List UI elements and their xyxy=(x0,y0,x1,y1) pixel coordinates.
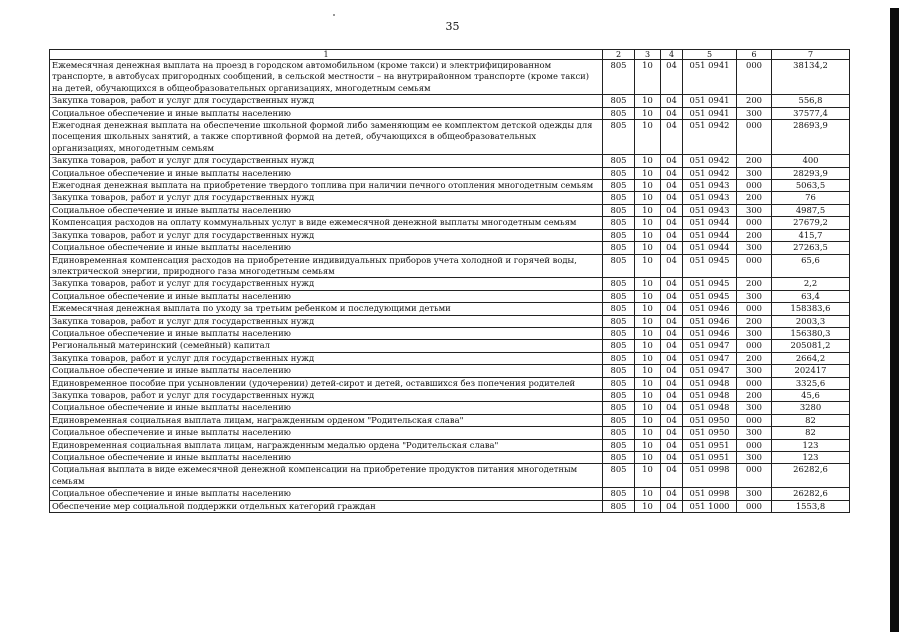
amount-cell: 205081,2 xyxy=(772,340,850,352)
section-cell: 10 xyxy=(635,414,661,426)
subsection-cell: 04 xyxy=(661,315,683,327)
section-cell: 10 xyxy=(635,167,661,179)
expense-type-cell: 300 xyxy=(737,242,772,254)
target-code-cell: 051 0944 xyxy=(683,217,737,229)
admin-code-cell: 805 xyxy=(603,60,635,95)
section-cell: 10 xyxy=(635,439,661,451)
item-name-cell: Закупка товаров, работ и услуг для государственных нужд xyxy=(50,192,603,204)
target-code-cell: 051 0941 xyxy=(683,60,737,95)
target-code-cell: 051 0951 xyxy=(683,439,737,451)
section-cell: 10 xyxy=(635,340,661,352)
table-row xyxy=(50,464,850,488)
section-cell: 10 xyxy=(635,427,661,439)
amount-cell: 27263,5 xyxy=(772,242,850,254)
subsection-cell: 04 xyxy=(661,278,683,290)
subsection-cell: 04 xyxy=(661,180,683,192)
expense-type-cell: 000 xyxy=(737,60,772,95)
target-code-cell: 051 0941 xyxy=(683,107,737,119)
section-cell: 10 xyxy=(635,192,661,204)
section-cell: 10 xyxy=(635,95,661,107)
expense-type-cell: 000 xyxy=(737,120,772,155)
table-row xyxy=(50,327,850,339)
amount-cell: 26282,6 xyxy=(772,488,850,500)
amount-cell: 28293,9 xyxy=(772,167,850,179)
admin-code-cell: 805 xyxy=(603,464,635,488)
amount-cell: 2003,3 xyxy=(772,315,850,327)
item-name-cell: Закупка товаров, работ и услуг для государственных нужд xyxy=(50,389,603,401)
amount-cell: 76 xyxy=(772,192,850,204)
target-code-cell: 051 0998 xyxy=(683,464,737,488)
target-code-cell: 051 0945 xyxy=(683,254,737,278)
item-name-cell: Социальное обеспечение и иные выплаты населению xyxy=(50,290,603,302)
amount-cell: 415,7 xyxy=(772,229,850,241)
item-name-cell: Компенсация расходов на оплату коммунальных услуг в виде ежемесячной денежной выплаты многодетным семьям xyxy=(50,217,603,229)
table-row xyxy=(50,107,850,119)
table-row xyxy=(50,229,850,241)
subsection-cell: 04 xyxy=(661,242,683,254)
item-name-cell: Ежегодная денежная выплата на приобретение твердого топлива при наличии печного отопления многодетным семьям xyxy=(50,180,603,192)
amount-cell: 26282,6 xyxy=(772,464,850,488)
target-code-cell: 051 0944 xyxy=(683,229,737,241)
table-header-row xyxy=(50,50,850,60)
amount-cell: 82 xyxy=(772,427,850,439)
expense-type-cell: 300 xyxy=(737,488,772,500)
expense-type-cell: 000 xyxy=(737,303,772,315)
table-row xyxy=(50,340,850,352)
target-code-cell: 051 0944 xyxy=(683,242,737,254)
subsection-cell: 04 xyxy=(661,290,683,302)
expense-type-cell: 200 xyxy=(737,315,772,327)
amount-cell: 556,8 xyxy=(772,95,850,107)
expense-type-cell: 000 xyxy=(737,217,772,229)
section-cell: 10 xyxy=(635,452,661,464)
subsection-cell: 04 xyxy=(661,402,683,414)
target-code-cell: 051 0942 xyxy=(683,167,737,179)
admin-code-cell: 805 xyxy=(603,340,635,352)
subsection-cell: 04 xyxy=(661,377,683,389)
amount-cell: 3280 xyxy=(772,402,850,414)
header-cell: 2 xyxy=(603,50,635,60)
admin-code-cell: 805 xyxy=(603,107,635,119)
table-row xyxy=(50,377,850,389)
table-row xyxy=(50,303,850,315)
expense-type-cell: 300 xyxy=(737,204,772,216)
table-row xyxy=(50,452,850,464)
admin-code-cell: 805 xyxy=(603,315,635,327)
subsection-cell: 04 xyxy=(661,464,683,488)
target-code-cell: 051 0950 xyxy=(683,427,737,439)
admin-code-cell: 805 xyxy=(603,327,635,339)
expense-type-cell: 300 xyxy=(737,427,772,439)
section-cell: 10 xyxy=(635,217,661,229)
subsection-cell: 04 xyxy=(661,107,683,119)
subsection-cell: 04 xyxy=(661,327,683,339)
amount-cell: 38134,2 xyxy=(772,60,850,95)
subsection-cell: 04 xyxy=(661,340,683,352)
admin-code-cell: 805 xyxy=(603,242,635,254)
item-name-cell: Ежегодная денежная выплата на обеспечение школьной формой либо заменяющим ее комплектом детской одежды для посещения школьных занятий, а также спортивной формой на детей, обучающихся в общеобразовательных организациях, многодетным семьям xyxy=(50,120,603,155)
expense-type-cell: 200 xyxy=(737,192,772,204)
item-name-cell: Социальное обеспечение и иные выплаты населению xyxy=(50,204,603,216)
table-row xyxy=(50,217,850,229)
subsection-cell: 04 xyxy=(661,500,683,512)
item-name-cell: Социальное обеспечение и иные выплаты населению xyxy=(50,427,603,439)
admin-code-cell: 805 xyxy=(603,254,635,278)
target-code-cell: 051 0942 xyxy=(683,155,737,167)
amount-cell: 202417 xyxy=(772,365,850,377)
item-name-cell: Закупка товаров, работ и услуг для государственных нужд xyxy=(50,278,603,290)
expense-type-cell: 300 xyxy=(737,402,772,414)
subsection-cell: 04 xyxy=(661,365,683,377)
target-code-cell: 051 0998 xyxy=(683,488,737,500)
item-name-cell: Закупка товаров, работ и услуг для государственных нужд xyxy=(50,95,603,107)
target-code-cell: 051 0946 xyxy=(683,327,737,339)
target-code-cell: 051 0941 xyxy=(683,95,737,107)
expense-type-cell: 300 xyxy=(737,107,772,119)
admin-code-cell: 805 xyxy=(603,377,635,389)
amount-cell: 158383,6 xyxy=(772,303,850,315)
admin-code-cell: 805 xyxy=(603,192,635,204)
target-code-cell: 051 0951 xyxy=(683,452,737,464)
admin-code-cell: 805 xyxy=(603,95,635,107)
amount-cell: 82 xyxy=(772,414,850,426)
target-code-cell: 051 0943 xyxy=(683,192,737,204)
section-cell: 10 xyxy=(635,365,661,377)
admin-code-cell: 805 xyxy=(603,389,635,401)
header-cell: 3 xyxy=(635,50,661,60)
expense-type-cell: 200 xyxy=(737,229,772,241)
expense-type-cell: 200 xyxy=(737,278,772,290)
subsection-cell: 04 xyxy=(661,427,683,439)
item-name-cell: Социальное обеспечение и иные выплаты населению xyxy=(50,167,603,179)
expense-type-cell: 300 xyxy=(737,167,772,179)
page-number: 35 xyxy=(445,20,460,33)
table-row xyxy=(50,352,850,364)
subsection-cell: 04 xyxy=(661,95,683,107)
admin-code-cell: 805 xyxy=(603,414,635,426)
amount-cell: 27679,2 xyxy=(772,217,850,229)
subsection-cell: 04 xyxy=(661,204,683,216)
header-cell: 5 xyxy=(683,50,737,60)
table-row xyxy=(50,439,850,451)
table-row xyxy=(50,500,850,512)
section-cell: 10 xyxy=(635,155,661,167)
header-cell: 1 xyxy=(50,50,603,60)
admin-code-cell: 805 xyxy=(603,278,635,290)
target-code-cell: 051 0947 xyxy=(683,352,737,364)
expense-type-cell: 000 xyxy=(737,464,772,488)
amount-cell: 45,6 xyxy=(772,389,850,401)
expense-type-cell: 300 xyxy=(737,290,772,302)
table-row xyxy=(50,60,850,95)
section-cell: 10 xyxy=(635,204,661,216)
target-code-cell: 051 0947 xyxy=(683,365,737,377)
section-cell: 10 xyxy=(635,278,661,290)
subsection-cell: 04 xyxy=(661,60,683,95)
table-row xyxy=(50,204,850,216)
target-code-cell: 051 0950 xyxy=(683,414,737,426)
admin-code-cell: 805 xyxy=(603,155,635,167)
admin-code-cell: 805 xyxy=(603,365,635,377)
amount-cell: 2664,2 xyxy=(772,352,850,364)
item-name-cell: Единовременная социальная выплата лицам, награжденным орденом "Родительская слава" xyxy=(50,414,603,426)
subsection-cell: 04 xyxy=(661,217,683,229)
expense-type-cell: 200 xyxy=(737,389,772,401)
section-cell: 10 xyxy=(635,464,661,488)
subsection-cell: 04 xyxy=(661,155,683,167)
expense-type-cell: 000 xyxy=(737,377,772,389)
budget-table xyxy=(49,49,850,513)
table-row xyxy=(50,254,850,278)
admin-code-cell: 805 xyxy=(603,439,635,451)
expense-type-cell: 000 xyxy=(737,414,772,426)
admin-code-cell: 805 xyxy=(603,290,635,302)
section-cell: 10 xyxy=(635,229,661,241)
subsection-cell: 04 xyxy=(661,303,683,315)
table-row xyxy=(50,365,850,377)
target-code-cell: 051 0943 xyxy=(683,180,737,192)
target-code-cell: 051 1000 xyxy=(683,500,737,512)
subsection-cell: 04 xyxy=(661,167,683,179)
table-row xyxy=(50,120,850,155)
target-code-cell: 051 0948 xyxy=(683,377,737,389)
target-code-cell: 051 0942 xyxy=(683,120,737,155)
item-name-cell: Социальное обеспечение и иные выплаты населению xyxy=(50,242,603,254)
item-name-cell: Региональный материнский (семейный) капитал xyxy=(50,340,603,352)
amount-cell: 1553,8 xyxy=(772,500,850,512)
table-row xyxy=(50,389,850,401)
expense-type-cell: 300 xyxy=(737,365,772,377)
admin-code-cell: 805 xyxy=(603,352,635,364)
scan-edge-bar xyxy=(890,8,899,632)
expense-type-cell: 200 xyxy=(737,95,772,107)
admin-code-cell: 805 xyxy=(603,204,635,216)
table-row xyxy=(50,290,850,302)
item-name-cell: Ежемесячная денежная выплата по уходу за третьим ребенком и последующими детьми xyxy=(50,303,603,315)
target-code-cell: 051 0946 xyxy=(683,315,737,327)
admin-code-cell: 805 xyxy=(603,120,635,155)
table-row xyxy=(50,402,850,414)
item-name-cell: Единовременное пособие при усыновлении (удочерении) детей-сирот и детей, оставшихся без попечения родителей xyxy=(50,377,603,389)
amount-cell: 63,4 xyxy=(772,290,850,302)
section-cell: 10 xyxy=(635,180,661,192)
expense-type-cell: 300 xyxy=(737,452,772,464)
section-cell: 10 xyxy=(635,315,661,327)
subsection-cell: 04 xyxy=(661,352,683,364)
item-name-cell: Единовременная компенсация расходов на приобретение индивидуальных приборов учета холодной и горячей воды, электрической энергии, природного газа многодетным семьям xyxy=(50,254,603,278)
subsection-cell: 04 xyxy=(661,414,683,426)
section-cell: 10 xyxy=(635,120,661,155)
subsection-cell: 04 xyxy=(661,439,683,451)
table-row xyxy=(50,278,850,290)
item-name-cell: Социальное обеспечение и иные выплаты населению xyxy=(50,327,603,339)
item-name-cell: Социальное обеспечение и иные выплаты населению xyxy=(50,107,603,119)
admin-code-cell: 805 xyxy=(603,167,635,179)
admin-code-cell: 805 xyxy=(603,488,635,500)
table-row xyxy=(50,192,850,204)
section-cell: 10 xyxy=(635,377,661,389)
amount-cell: 123 xyxy=(772,452,850,464)
section-cell: 10 xyxy=(635,488,661,500)
item-name-cell: Социальное обеспечение и иные выплаты населению xyxy=(50,402,603,414)
subsection-cell: 04 xyxy=(661,389,683,401)
item-name-cell: Единовременная социальная выплата лицам, награжденным медалью ордена "Родительская слава" xyxy=(50,439,603,451)
subsection-cell: 04 xyxy=(661,229,683,241)
admin-code-cell: 805 xyxy=(603,303,635,315)
amount-cell: 2,2 xyxy=(772,278,850,290)
table-row xyxy=(50,167,850,179)
admin-code-cell: 805 xyxy=(603,229,635,241)
header-cell: 6 xyxy=(737,50,772,60)
subsection-cell: 04 xyxy=(661,192,683,204)
section-cell: 10 xyxy=(635,500,661,512)
table-row xyxy=(50,180,850,192)
target-code-cell: 051 0948 xyxy=(683,402,737,414)
target-code-cell: 051 0945 xyxy=(683,290,737,302)
expense-type-cell: 000 xyxy=(737,439,772,451)
expense-type-cell: 000 xyxy=(737,340,772,352)
admin-code-cell: 805 xyxy=(603,427,635,439)
header-cell: 7 xyxy=(772,50,850,60)
expense-type-cell: 000 xyxy=(737,254,772,278)
subsection-cell: 04 xyxy=(661,452,683,464)
section-cell: 10 xyxy=(635,402,661,414)
target-code-cell: 051 0945 xyxy=(683,278,737,290)
expense-type-cell: 000 xyxy=(737,180,772,192)
amount-cell: 400 xyxy=(772,155,850,167)
section-cell: 10 xyxy=(635,290,661,302)
amount-cell: 3325,6 xyxy=(772,377,850,389)
admin-code-cell: 805 xyxy=(603,402,635,414)
table-row xyxy=(50,414,850,426)
section-cell: 10 xyxy=(635,389,661,401)
amount-cell: 156380,3 xyxy=(772,327,850,339)
header-cell: 4 xyxy=(661,50,683,60)
amount-cell: 28693,9 xyxy=(772,120,850,155)
target-code-cell: 051 0947 xyxy=(683,340,737,352)
scan-speck xyxy=(333,14,335,16)
table-row xyxy=(50,315,850,327)
item-name-cell: Закупка товаров, работ и услуг для государственных нужд xyxy=(50,352,603,364)
section-cell: 10 xyxy=(635,303,661,315)
admin-code-cell: 805 xyxy=(603,180,635,192)
admin-code-cell: 805 xyxy=(603,217,635,229)
item-name-cell: Закупка товаров, работ и услуг для государственных нужд xyxy=(50,229,603,241)
amount-cell: 5063,5 xyxy=(772,180,850,192)
table-row xyxy=(50,427,850,439)
admin-code-cell: 805 xyxy=(603,452,635,464)
item-name-cell: Закупка товаров, работ и услуг для государственных нужд xyxy=(50,315,603,327)
item-name-cell: Социальная выплата в виде ежемесячной денежной компенсации на приобретение продуктов питания многодетным семьям xyxy=(50,464,603,488)
table-body xyxy=(50,60,850,513)
item-name-cell: Ежемесячная денежная выплата на проезд в городском автомобильном (кроме такси) и электрифицированном транспорте, в автобусах пригородных сообщений, в сельской местности – на внутрирайонном транспорте (кроме такси) на детей, обучающихся в общеобразовательных организациях, многодетным семьям xyxy=(50,60,603,95)
table-row xyxy=(50,242,850,254)
admin-code-cell: 805 xyxy=(603,500,635,512)
item-name-cell: Закупка товаров, работ и услуг для государственных нужд xyxy=(50,155,603,167)
expense-type-cell: 000 xyxy=(737,500,772,512)
section-cell: 10 xyxy=(635,60,661,95)
item-name-cell: Социальное обеспечение и иные выплаты населению xyxy=(50,452,603,464)
target-code-cell: 051 0948 xyxy=(683,389,737,401)
amount-cell: 123 xyxy=(772,439,850,451)
section-cell: 10 xyxy=(635,107,661,119)
section-cell: 10 xyxy=(635,327,661,339)
target-code-cell: 051 0946 xyxy=(683,303,737,315)
section-cell: 10 xyxy=(635,242,661,254)
table-row xyxy=(50,95,850,107)
table-row xyxy=(50,155,850,167)
subsection-cell: 04 xyxy=(661,120,683,155)
amount-cell: 4987,5 xyxy=(772,204,850,216)
subsection-cell: 04 xyxy=(661,254,683,278)
target-code-cell: 051 0943 xyxy=(683,204,737,216)
expense-type-cell: 300 xyxy=(737,327,772,339)
section-cell: 10 xyxy=(635,352,661,364)
amount-cell: 65,6 xyxy=(772,254,850,278)
table-row xyxy=(50,488,850,500)
section-cell: 10 xyxy=(635,254,661,278)
expense-type-cell: 200 xyxy=(737,352,772,364)
item-name-cell: Социальное обеспечение и иные выплаты населению xyxy=(50,488,603,500)
item-name-cell: Социальное обеспечение и иные выплаты населению xyxy=(50,365,603,377)
subsection-cell: 04 xyxy=(661,488,683,500)
expense-type-cell: 200 xyxy=(737,155,772,167)
item-name-cell: Обеспечение мер социальной поддержки отдельных категорий граждан xyxy=(50,500,603,512)
amount-cell: 37577,4 xyxy=(772,107,850,119)
